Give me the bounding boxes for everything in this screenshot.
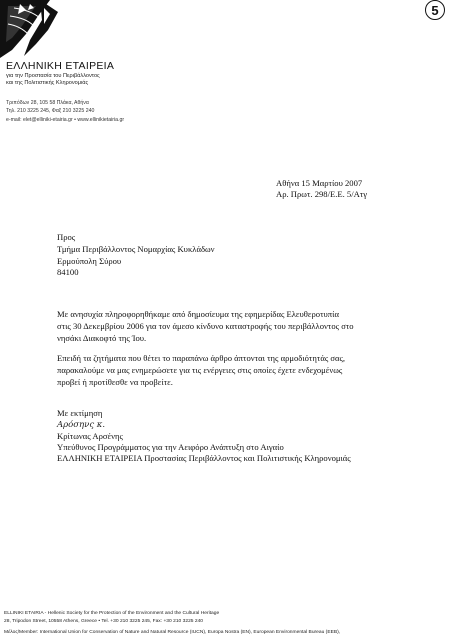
- org-phone: Τηλ. 210 3225 245, Φαξ 210 3225 240: [6, 108, 95, 114]
- footer-line: Μέλος/Member: International Union for Conservation of Nature and Natural Resource (IUCN), Europa Nostra (EN), European Environmental Bureau (EEB),: [4, 630, 341, 635]
- signer-title: Υπεύθυνος Προγράμματος για την Αειφόρο Ανάπτυξη στο Αιγαίο: [57, 442, 284, 453]
- recipient-block: [57, 232, 215, 279]
- signer-block: [57, 431, 351, 465]
- footer-line: ELLINIKI ETAIRIA - Hellenic Society for the Protection of the Environment and the Cultural Heritage: [4, 611, 220, 616]
- body-line: προβεί ή προτίθεσθε να προβείτε.: [57, 377, 173, 387]
- recipient-line: Προς: [57, 232, 76, 242]
- body-line: στις 30 Δεκεμβρίου 2006 για τον άμεσο κίνδυνο καταστροφής του περιβάλλοντος στο: [57, 321, 354, 331]
- recipient-line: 84100: [57, 267, 79, 278]
- org-address: Τριπόδων 28, 105 58 Πλάκα, Αθήνα: [6, 100, 89, 106]
- recipient-line: Τμήμα Περιβάλλοντος Νομαρχίας Κυκλάδων: [57, 243, 215, 254]
- recipient-line: Ερμούπολη Σύρου: [57, 255, 122, 266]
- letter-date: Αθήνα 15 Μαρτίου 2007: [276, 178, 363, 188]
- org-subtitle-line1: για την Προστασία του Περιβάλλοντος: [6, 73, 100, 79]
- handwritten-signature: Αρόσηνς κ.: [57, 420, 106, 430]
- reference-number: Αρ. Πρωτ. 298/Ε.Ε. 5/Ατγ: [276, 189, 368, 199]
- signer-organization: ΕΛΛΗΝΙΚΗ ΕΤΑΙΡΕΙΑ Προστασίας Περιβάλλοντος και Πολιτιστικής Κληρονομιάς: [57, 453, 351, 464]
- body-paragraph-2: [57, 352, 387, 388]
- closing-salutation: Με εκτίμηση: [57, 408, 103, 418]
- page-number: 5: [425, 0, 445, 20]
- body-line: παρακαλούμε να μας ενημερώσετε για τις ενέργειες στις οποίες έχετε ενδεχομένως: [57, 365, 343, 375]
- body-line: Επειδή τα ζητήματα που θέτει το παραπάνω άρθρο άπτονται της αρμοδιότητάς σας,: [57, 353, 346, 363]
- society-logo: [0, 0, 64, 62]
- body-line: Με ανησυχία πληροφορηθήκαμε από δημοσίευμα της εφημερίδας Ελευθεροτυπία: [57, 309, 339, 319]
- body-paragraph-1: [57, 308, 387, 344]
- body-line: νησάκι Διακοφτό της Ίου.: [57, 333, 147, 343]
- signer-name: Κρίτωνας Αρσένης: [57, 431, 123, 441]
- org-name: ΕΛΛΗΝΙΚΗ ΕΤΑΙΡΕΙΑ: [6, 60, 115, 72]
- org-subtitle-line2: και της Πολιτιστικής Κληρονομιάς: [6, 80, 89, 86]
- footer-line: 28, Tripodon Street, 10558 Athens, Greece • Tel. +30 210 3225 245, Fax: +30 210 3225 240: [4, 619, 204, 624]
- org-email-web: e-mail: elet@elliniki-etairia.gr • www.ellinikietairia.gr: [6, 117, 125, 123]
